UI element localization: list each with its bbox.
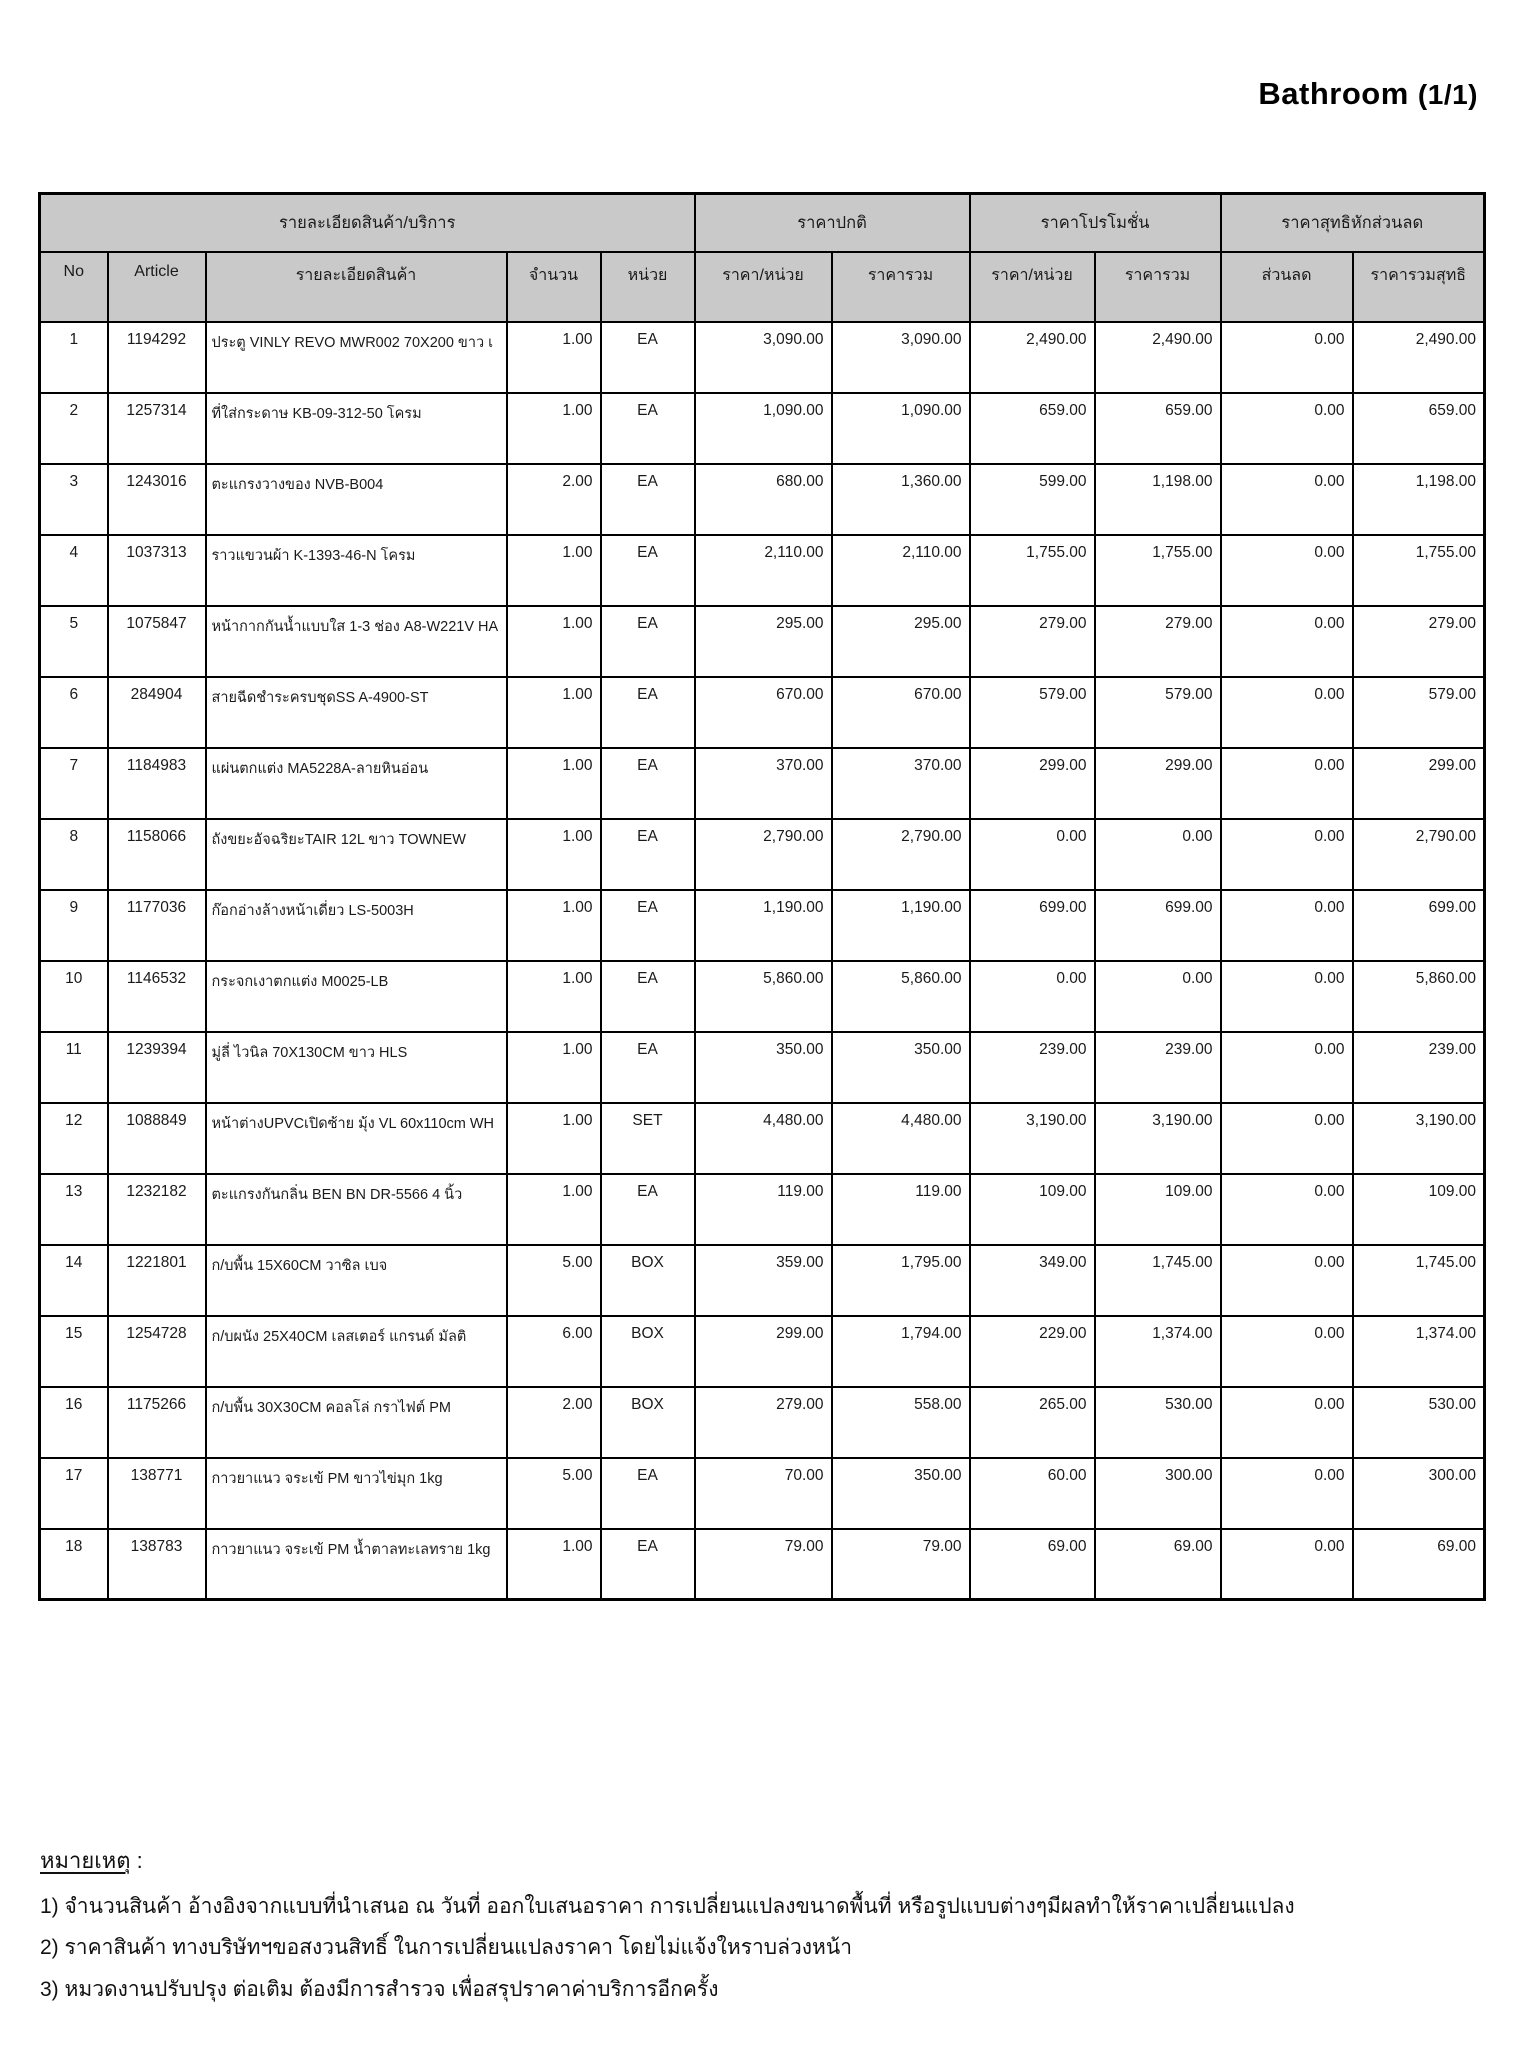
table-row (40, 961, 1485, 1032)
cell-net_total: 699.00 (1353, 890, 1485, 961)
cell-net_total: 279.00 (1353, 606, 1485, 677)
cell-article: 1075847 (108, 606, 206, 677)
cell-price_unit: 1,090.00 (695, 393, 832, 464)
cell-qty: 1.00 (507, 1032, 601, 1103)
col-header-net-total: ราคารวมสุทธิ (1353, 252, 1485, 322)
cell-price_unit: 2,110.00 (695, 535, 832, 606)
cell-net_total: 109.00 (1353, 1174, 1485, 1245)
cell-promo_total: 69.00 (1095, 1529, 1221, 1600)
col-header-article: Article (108, 252, 206, 322)
cell-price_total: 4,480.00 (832, 1103, 970, 1174)
cell-net_total: 299.00 (1353, 748, 1485, 819)
cell-discount: 0.00 (1221, 393, 1353, 464)
cell-price_unit: 70.00 (695, 1458, 832, 1529)
cell-no: 17 (40, 1458, 108, 1529)
cell-discount: 0.00 (1221, 322, 1353, 393)
cell-discount: 0.00 (1221, 535, 1353, 606)
table-row (40, 606, 1485, 677)
cell-article: 1175266 (108, 1387, 206, 1458)
cell-article: 1088849 (108, 1103, 206, 1174)
table-body (40, 322, 1485, 1600)
cell-price_unit: 370.00 (695, 748, 832, 819)
col-header-price-total: ราคารวม (832, 252, 970, 322)
note-line: 2) ราคาสินค้า ทางบริษัทฯขอสงวนสิทธิ์ ในการเปลี่ยนแปลงราคา โดยไม่แจ้งใหราบล่วงหน้า (40, 1936, 853, 1960)
cell-no: 9 (40, 890, 108, 961)
group-header-normal-price: ราคาปกติ (695, 194, 970, 252)
cell-promo_total: 300.00 (1095, 1458, 1221, 1529)
cell-article: 1239394 (108, 1032, 206, 1103)
cell-article: 138783 (108, 1529, 206, 1600)
cell-net_total: 530.00 (1353, 1387, 1485, 1458)
cell-price_total: 2,790.00 (832, 819, 970, 890)
cell-promo_unit: 599.00 (970, 464, 1095, 535)
cell-price_total: 2,110.00 (832, 535, 970, 606)
cell-no: 8 (40, 819, 108, 890)
cell-promo_total: 1,374.00 (1095, 1316, 1221, 1387)
cell-article: 284904 (108, 677, 206, 748)
cell-discount: 0.00 (1221, 1174, 1353, 1245)
cell-price_unit: 295.00 (695, 606, 832, 677)
cell-price_total: 350.00 (832, 1032, 970, 1103)
cell-no: 16 (40, 1387, 108, 1458)
cell-description: ก/บผนัง 25X40CM เลสเตอร์ แกรนด์ มัลติ (206, 1316, 507, 1387)
cell-price_unit: 670.00 (695, 677, 832, 748)
cell-qty: 6.00 (507, 1316, 601, 1387)
table-row (40, 890, 1485, 961)
cell-unit: EA (601, 819, 695, 890)
cell-price_total: 119.00 (832, 1174, 970, 1245)
cell-price_unit: 4,480.00 (695, 1103, 832, 1174)
cell-no: 7 (40, 748, 108, 819)
cell-no: 6 (40, 677, 108, 748)
cell-promo_unit: 265.00 (970, 1387, 1095, 1458)
cell-qty: 1.00 (507, 1174, 601, 1245)
cell-article: 1254728 (108, 1316, 206, 1387)
cell-price_unit: 1,190.00 (695, 890, 832, 961)
cell-description: ก/บพื้น 15X60CM วาซิล เบจ (206, 1245, 507, 1316)
cell-discount: 0.00 (1221, 1316, 1353, 1387)
table-row (40, 677, 1485, 748)
cell-discount: 0.00 (1221, 1103, 1353, 1174)
note-line: 1) จำนวนสินค้า อ้างอิงจากแบบที่นำเสนอ ณ วันที่ ออกใบเสนอราคา การเปลี่ยนแปลงขนาดพื้นที่ หรือรูปแบบต่างๆมีผลทำให้ราคาเปลี่ยนแปลง (40, 1895, 1295, 1918)
cell-price_total: 1,795.00 (832, 1245, 970, 1316)
cell-discount: 0.00 (1221, 606, 1353, 677)
page-number: (1/1) (1417, 79, 1478, 110)
cell-article: 1037313 (108, 535, 206, 606)
cell-promo_unit: 299.00 (970, 748, 1095, 819)
col-header-price-unit: ราคา/หน่วย (695, 252, 832, 322)
cell-no: 1 (40, 322, 108, 393)
cell-promo_total: 2,490.00 (1095, 322, 1221, 393)
cell-promo_unit: 69.00 (970, 1529, 1095, 1600)
cell-promo_unit: 0.00 (970, 961, 1095, 1032)
cell-description: ประตู VINLY REVO MWR002 70X200 ขาว เ (206, 322, 507, 393)
cell-description: กระจกเงาตกแต่ง M0025-LB (206, 961, 507, 1032)
cell-description: สายฉีดชำระครบชุดSS A-4900-ST (206, 677, 507, 748)
cell-discount: 0.00 (1221, 1529, 1353, 1600)
cell-price_total: 670.00 (832, 677, 970, 748)
cell-article: 1194292 (108, 322, 206, 393)
table-row (40, 464, 1485, 535)
cell-price_unit: 5,860.00 (695, 961, 832, 1032)
cell-description: ที่ใส่กระดาษ KB-09-312-50 โครม (206, 393, 507, 464)
cell-price_unit: 79.00 (695, 1529, 832, 1600)
cell-net_total: 659.00 (1353, 393, 1485, 464)
group-header-row (40, 194, 1485, 252)
notes-heading-colon: : (130, 1848, 143, 1873)
cell-article: 1243016 (108, 464, 206, 535)
cell-description: หน้าต่างUPVCเปิดซ้าย มุ้ง VL 60x110cm WH (206, 1103, 507, 1174)
cell-qty: 1.00 (507, 961, 601, 1032)
cell-qty: 5.00 (507, 1245, 601, 1316)
cell-article: 1232182 (108, 1174, 206, 1245)
cell-price_unit: 2,790.00 (695, 819, 832, 890)
cell-no: 10 (40, 961, 108, 1032)
table-row (40, 1387, 1485, 1458)
cell-unit: EA (601, 890, 695, 961)
cell-promo_unit: 239.00 (970, 1032, 1095, 1103)
cell-promo_unit: 349.00 (970, 1245, 1095, 1316)
cell-no: 13 (40, 1174, 108, 1245)
quotation-table (38, 192, 1486, 1601)
cell-qty: 1.00 (507, 890, 601, 961)
cell-promo_total: 1,745.00 (1095, 1245, 1221, 1316)
cell-net_total: 2,790.00 (1353, 819, 1485, 890)
cell-price_unit: 279.00 (695, 1387, 832, 1458)
cell-no: 15 (40, 1316, 108, 1387)
cell-qty: 1.00 (507, 606, 601, 677)
cell-description: มู่ลี่ ไวนิล 70X130CM ขาว HLS (206, 1032, 507, 1103)
cell-unit: EA (601, 961, 695, 1032)
table-row (40, 1032, 1485, 1103)
cell-promo_total: 659.00 (1095, 393, 1221, 464)
cell-promo_total: 239.00 (1095, 1032, 1221, 1103)
cell-promo_unit: 229.00 (970, 1316, 1095, 1387)
cell-qty: 5.00 (507, 1458, 601, 1529)
cell-promo_total: 1,198.00 (1095, 464, 1221, 535)
cell-promo_total: 3,190.00 (1095, 1103, 1221, 1174)
cell-unit: SET (601, 1103, 695, 1174)
cell-price_total: 558.00 (832, 1387, 970, 1458)
cell-description: กาวยาแนว จระเข้ PM ขาวไข่มุก 1kg (206, 1458, 507, 1529)
col-header-qty: จำนวน (507, 252, 601, 322)
cell-article: 1177036 (108, 890, 206, 961)
cell-price_total: 1,090.00 (832, 393, 970, 464)
cell-promo_total: 279.00 (1095, 606, 1221, 677)
cell-unit: EA (601, 393, 695, 464)
col-header-promo-total: ราคารวม (1095, 252, 1221, 322)
cell-qty: 1.00 (507, 1103, 601, 1174)
cell-discount: 0.00 (1221, 748, 1353, 819)
col-header-description: รายละเอียดสินค้า (206, 252, 507, 322)
notes-heading (40, 1843, 1500, 1878)
group-header-product: รายละเอียดสินค้า/บริการ (40, 194, 695, 252)
cell-no: 4 (40, 535, 108, 606)
cell-promo_total: 579.00 (1095, 677, 1221, 748)
cell-net_total: 3,190.00 (1353, 1103, 1485, 1174)
cell-promo_unit: 579.00 (970, 677, 1095, 748)
cell-promo_total: 299.00 (1095, 748, 1221, 819)
column-header-row (40, 252, 1485, 322)
cell-unit: EA (601, 1032, 695, 1103)
cell-description: ก๊อกอ่างล้างหน้าเดี่ยว LS-5003H (206, 890, 507, 961)
cell-discount: 0.00 (1221, 961, 1353, 1032)
notes-section (40, 1843, 1500, 2016)
cell-article: 1146532 (108, 961, 206, 1032)
cell-discount: 0.00 (1221, 677, 1353, 748)
cell-article: 1158066 (108, 819, 206, 890)
cell-net_total: 300.00 (1353, 1458, 1485, 1529)
cell-no: 11 (40, 1032, 108, 1103)
cell-description: ตะแกรงกันกลิ่น BEN BN DR-5566 4 นิ้ว (206, 1174, 507, 1245)
cell-unit: EA (601, 322, 695, 393)
cell-price_unit: 359.00 (695, 1245, 832, 1316)
cell-unit: BOX (601, 1316, 695, 1387)
cell-price_total: 350.00 (832, 1458, 970, 1529)
cell-net_total: 239.00 (1353, 1032, 1485, 1103)
cell-price_unit: 350.00 (695, 1032, 832, 1103)
col-header-no: No (40, 252, 108, 322)
cell-price_unit: 119.00 (695, 1174, 832, 1245)
cell-description: ถังขยะอัจฉริยะTAIR 12L ขาว TOWNEW (206, 819, 507, 890)
cell-price_total: 1,794.00 (832, 1316, 970, 1387)
cell-price_total: 1,360.00 (832, 464, 970, 535)
col-header-unit: หน่วย (601, 252, 695, 322)
cell-unit: EA (601, 464, 695, 535)
table-row (40, 393, 1485, 464)
cell-net_total: 579.00 (1353, 677, 1485, 748)
table-row (40, 748, 1485, 819)
cell-promo_unit: 3,190.00 (970, 1103, 1095, 1174)
table-row (40, 1245, 1485, 1316)
cell-unit: EA (601, 1174, 695, 1245)
cell-no: 5 (40, 606, 108, 677)
col-header-discount: ส่วนลด (1221, 252, 1353, 322)
table-row (40, 322, 1485, 393)
cell-price_total: 1,190.00 (832, 890, 970, 961)
cell-qty: 1.00 (507, 748, 601, 819)
cell-unit: EA (601, 677, 695, 748)
cell-unit: BOX (601, 1245, 695, 1316)
cell-discount: 0.00 (1221, 464, 1353, 535)
cell-no: 14 (40, 1245, 108, 1316)
cell-no: 12 (40, 1103, 108, 1174)
cell-no: 2 (40, 393, 108, 464)
cell-article: 1257314 (108, 393, 206, 464)
col-header-promo-unit: ราคา/หน่วย (970, 252, 1095, 322)
cell-price_total: 79.00 (832, 1529, 970, 1600)
cell-qty: 2.00 (507, 464, 601, 535)
cell-qty: 1.00 (507, 535, 601, 606)
cell-net_total: 1,755.00 (1353, 535, 1485, 606)
cell-price_total: 295.00 (832, 606, 970, 677)
group-header-promo-price: ราคาโปรโมชั่น (970, 194, 1221, 252)
cell-description: แผ่นตกแต่ง MA5228A-ลายหินอ่อน (206, 748, 507, 819)
cell-discount: 0.00 (1221, 890, 1353, 961)
cell-qty: 1.00 (507, 819, 601, 890)
cell-price_total: 5,860.00 (832, 961, 970, 1032)
cell-price_total: 370.00 (832, 748, 970, 819)
cell-net_total: 1,374.00 (1353, 1316, 1485, 1387)
page-title-text: Bathroom (1258, 76, 1409, 111)
cell-promo_total: 699.00 (1095, 890, 1221, 961)
cell-net_total: 69.00 (1353, 1529, 1485, 1600)
cell-qty: 1.00 (507, 1529, 601, 1600)
cell-promo_total: 109.00 (1095, 1174, 1221, 1245)
cell-promo_unit: 1,755.00 (970, 535, 1095, 606)
cell-article: 1221801 (108, 1245, 206, 1316)
cell-unit: BOX (601, 1387, 695, 1458)
cell-price_unit: 299.00 (695, 1316, 832, 1387)
cell-discount: 0.00 (1221, 819, 1353, 890)
table-row (40, 1458, 1485, 1529)
page-title (1258, 76, 1478, 112)
cell-net_total: 5,860.00 (1353, 961, 1485, 1032)
table-row (40, 1103, 1485, 1174)
cell-promo_unit: 2,490.00 (970, 322, 1095, 393)
note-line: 3) หมวดงานปรับปรุง ต่อเติม ต้องมีการสำรวจ เพื่อสรุปราคาค่าบริการอีกครั้ง (40, 1977, 719, 2001)
cell-promo_unit: 279.00 (970, 606, 1095, 677)
table-header (40, 194, 1485, 322)
cell-no: 3 (40, 464, 108, 535)
cell-qty: 1.00 (507, 322, 601, 393)
cell-discount: 0.00 (1221, 1387, 1353, 1458)
cell-article: 1184983 (108, 748, 206, 819)
cell-unit: EA (601, 748, 695, 819)
table-row (40, 1316, 1485, 1387)
cell-description: ตะแกรงวางของ NVB-B004 (206, 464, 507, 535)
cell-promo_unit: 0.00 (970, 819, 1095, 890)
cell-promo_unit: 60.00 (970, 1458, 1095, 1529)
cell-promo_unit: 699.00 (970, 890, 1095, 961)
table-row (40, 1174, 1485, 1245)
table-row (40, 1529, 1485, 1600)
cell-net_total: 1,198.00 (1353, 464, 1485, 535)
cell-net_total: 2,490.00 (1353, 322, 1485, 393)
cell-promo_total: 530.00 (1095, 1387, 1221, 1458)
cell-qty: 2.00 (507, 1387, 601, 1458)
cell-description: หน้ากากกันน้ำแบบใส 1-3 ช่อง A8-W221V HA (206, 606, 507, 677)
group-header-net-price: ราคาสุทธิหักส่วนลด (1221, 194, 1485, 252)
cell-article: 138771 (108, 1458, 206, 1529)
notes-heading-text: หมายเหตุ (40, 1848, 131, 1873)
notes-list (40, 1892, 1500, 2005)
cell-no: 18 (40, 1529, 108, 1600)
cell-description: ราวแขวนผ้า K-1393-46-N โครม (206, 535, 507, 606)
cell-discount: 0.00 (1221, 1458, 1353, 1529)
table-row (40, 535, 1485, 606)
cell-description: ก/บพื้น 30X30CM คอลโล่ กราไฟต์ PM (206, 1387, 507, 1458)
cell-promo_unit: 109.00 (970, 1174, 1095, 1245)
cell-unit: EA (601, 1458, 695, 1529)
cell-promo_unit: 659.00 (970, 393, 1095, 464)
cell-price_total: 3,090.00 (832, 322, 970, 393)
cell-description: กาวยาแนว จระเข้ PM น้ำตาลทะเลทราย 1kg (206, 1529, 507, 1600)
cell-discount: 0.00 (1221, 1245, 1353, 1316)
cell-net_total: 1,745.00 (1353, 1245, 1485, 1316)
cell-promo_total: 1,755.00 (1095, 535, 1221, 606)
cell-price_unit: 3,090.00 (695, 322, 832, 393)
cell-promo_total: 0.00 (1095, 819, 1221, 890)
cell-discount: 0.00 (1221, 1032, 1353, 1103)
cell-unit: EA (601, 1529, 695, 1600)
cell-unit: EA (601, 535, 695, 606)
cell-promo_total: 0.00 (1095, 961, 1221, 1032)
cell-qty: 1.00 (507, 677, 601, 748)
table-row (40, 819, 1485, 890)
cell-qty: 1.00 (507, 393, 601, 464)
cell-unit: EA (601, 606, 695, 677)
cell-price_unit: 680.00 (695, 464, 832, 535)
